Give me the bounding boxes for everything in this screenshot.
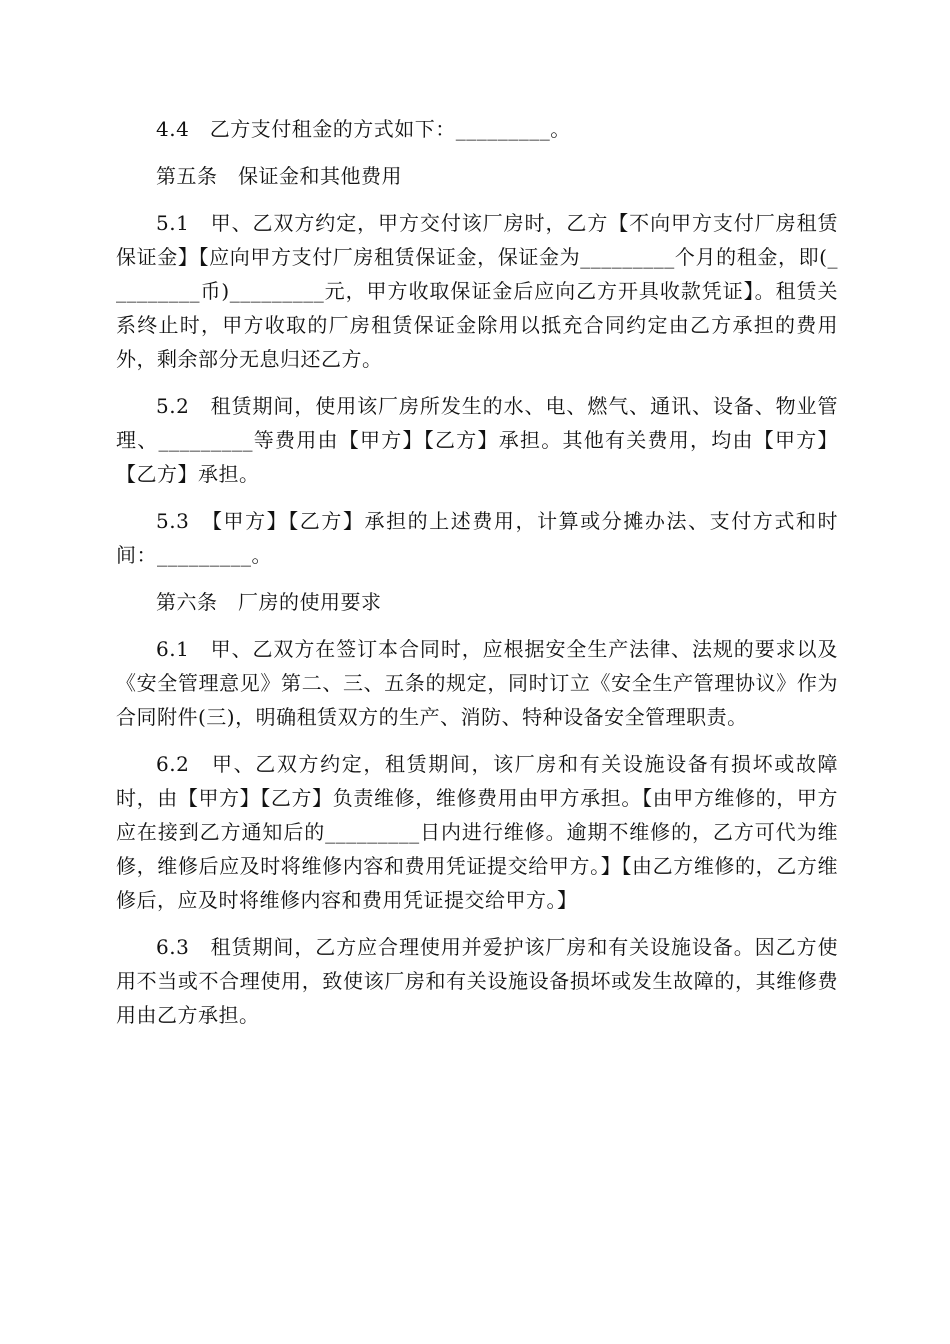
clause-6-3: 6.3 租赁期间，乙方应合理使用并爱护该厂房和有关设施设备。因乙方使用不当或不合理使用，致使该厂房和有关设施设备损坏或发生故障的，其维修费用由乙方承担。 xyxy=(116,935,838,1027)
clause-5-2: 5.2 租赁期间，使用该厂房所发生的水、电、燃气、通讯、设备、物业管理、_________等费用由【甲方】【乙方】承担。其他有关费用，均由【甲方】【乙方】承担。 xyxy=(116,394,838,486)
document-page xyxy=(116,112,838,1032)
clause-5-3: 5.3 【甲方】【乙方】承担的上述费用，计算或分摊办法、支付方式和时间：_________。 xyxy=(116,509,838,567)
clause-5-1: 5.1 甲、乙双方约定，甲方交付该厂房时，乙方【不向甲方支付厂房租赁保证金】【应向甲方支付厂房租赁保证金，保证金为_________个月的租金，即(_________币)_________元，甲方收取保证金后应向乙方开具收款凭证】。租赁关系终止时，甲方收取的厂房租赁保证金除用以抵充合同约定由乙方承担的费用外，剩余部分无息归还乙方。 xyxy=(116,211,838,371)
clause-4-4: 4.4 乙方支付租金的方式如下：_________。 xyxy=(156,117,571,141)
clause-6-1: 6.1 甲、乙双方在签订本合同时，应根据安全生产法律、法规的要求以及《安全管理意见》第二、三、五条的规定，同时订立《安全生产管理协议》作为合同附件(三)，明确租赁双方的生产、消防、特种设备安全管理职责。 xyxy=(116,637,838,729)
clause-6-2: 6.2 甲、乙双方约定，租赁期间，该厂房和有关设施设备有损坏或故障时，由【甲方】【乙方】负责维修，维修费用由甲方承担。【由甲方维修的，甲方应在接到乙方通知后的_________日内进行维修。逾期不维修的，乙方可代为维修，维修后应及时将维修内容和费用凭证提交给甲方。】【由乙方维修的，乙方维修后，应及时将维修内容和费用凭证提交给甲方。】 xyxy=(116,752,838,912)
article-5-heading: 第五条 保证金和其他费用 xyxy=(156,164,402,188)
article-6-heading: 第六条 厂房的使用要求 xyxy=(156,590,382,614)
